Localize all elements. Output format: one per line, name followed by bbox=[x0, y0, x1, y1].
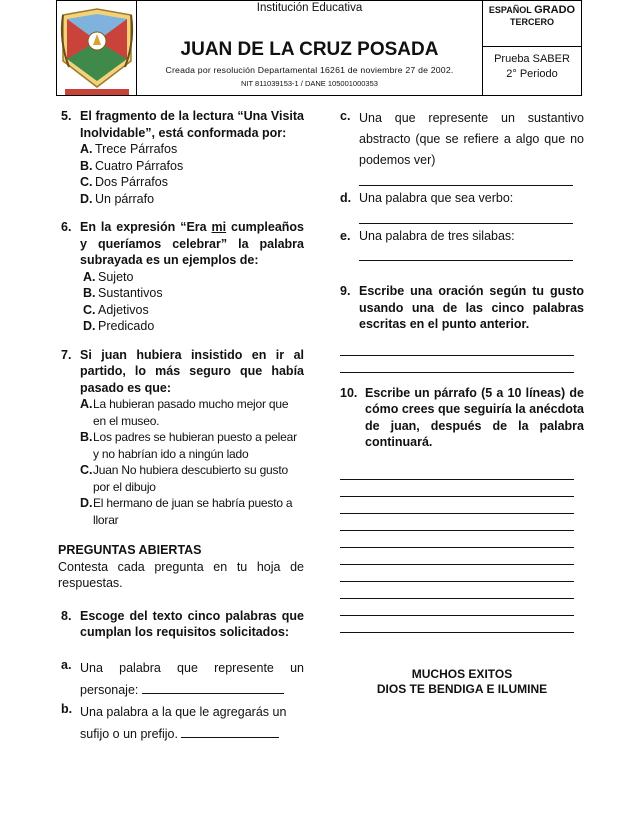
test-box bbox=[483, 47, 581, 95]
closing-line-1: MUCHOS EXITOS bbox=[411, 666, 513, 681]
question-number: 9. bbox=[340, 284, 351, 298]
option-a bbox=[80, 396, 304, 429]
item-text: Una palabra de tres silabas: bbox=[359, 228, 515, 243]
option-text: Cuatro Párrafos bbox=[95, 158, 184, 173]
item-text: Una palabra que represente un personaje: bbox=[80, 660, 304, 697]
right-column bbox=[340, 108, 584, 697]
grade-label: TERCERO bbox=[509, 17, 554, 27]
question-text: Si juan hubiera insistido en ir al partido, lo más seguro que había pasado es que: bbox=[80, 347, 304, 395]
question-6 bbox=[61, 219, 304, 269]
answer-line[interactable] bbox=[340, 599, 574, 616]
answer-line[interactable] bbox=[359, 244, 573, 261]
answer-line[interactable] bbox=[340, 582, 574, 599]
item-text-with-blank bbox=[80, 701, 304, 745]
option-b bbox=[80, 158, 304, 175]
option-letter: C. bbox=[80, 463, 93, 477]
grade-word: GRADO bbox=[534, 4, 576, 16]
q8-item-e bbox=[340, 228, 584, 245]
institution-label: Institución Educativa bbox=[256, 2, 363, 14]
option-text: Juan No hubiera descubierto su gusto por el dibujo bbox=[93, 463, 288, 494]
answer-line[interactable] bbox=[359, 169, 573, 186]
open-questions-section bbox=[58, 542, 304, 592]
item-letter: b. bbox=[61, 701, 73, 716]
answer-line[interactable] bbox=[340, 497, 574, 514]
answer-line[interactable] bbox=[340, 565, 574, 582]
answer-blank[interactable] bbox=[181, 737, 279, 738]
question-number: 7. bbox=[61, 347, 72, 362]
answer-line[interactable] bbox=[340, 480, 574, 497]
document-header bbox=[56, 0, 582, 96]
option-text: Adjetivos bbox=[98, 302, 149, 317]
nit-text: NIT 811039153-1 / DANE 105001000353 bbox=[241, 79, 378, 88]
question-text: El fragmento de la lectura “Una Visita Inolvidable”, está conformada por: bbox=[80, 109, 304, 140]
question-10 bbox=[340, 385, 584, 451]
question-5-options bbox=[61, 141, 304, 207]
option-letter: D. bbox=[83, 319, 96, 333]
option-text: La hubieran pasado mucho mejor que en el museo. bbox=[93, 397, 289, 428]
answer-line[interactable] bbox=[340, 356, 574, 373]
question-7 bbox=[61, 347, 304, 397]
q8-item-d bbox=[340, 190, 584, 207]
option-text: Predicado bbox=[98, 319, 155, 333]
resolution-text: Creada por resolución Departamental 16261 de noviembre 27 de 2002. bbox=[165, 65, 454, 75]
option-b bbox=[83, 285, 304, 302]
answer-line[interactable] bbox=[340, 463, 574, 480]
option-letter: B. bbox=[83, 286, 96, 300]
open-questions-title: PREGUNTAS ABIERTAS bbox=[58, 543, 202, 557]
q8-item-c bbox=[340, 108, 584, 171]
option-text: Trece Párrafos bbox=[95, 142, 178, 156]
header-right bbox=[483, 1, 581, 95]
question-text: Escoge del texto cinco palabras que cumplan los requisitos solicitados: bbox=[80, 608, 304, 639]
answer-blank[interactable] bbox=[142, 693, 284, 694]
option-letter: A. bbox=[80, 397, 93, 411]
answer-line[interactable] bbox=[340, 548, 574, 565]
period-label: 2° Periodo bbox=[506, 68, 558, 80]
question-number: 6. bbox=[61, 220, 72, 234]
question-8 bbox=[61, 608, 304, 641]
question-text bbox=[80, 219, 304, 269]
answer-line[interactable] bbox=[340, 514, 574, 531]
option-text: Un párrafo bbox=[95, 191, 155, 206]
left-column bbox=[58, 108, 304, 745]
question-5 bbox=[61, 108, 304, 141]
question-6-options bbox=[64, 269, 304, 335]
question-7-options bbox=[61, 396, 304, 528]
option-a bbox=[83, 269, 304, 286]
option-letter: C. bbox=[80, 175, 93, 189]
option-text: Los padres se hubieran puesto a pelear y no habrían ido a ningún lado bbox=[93, 430, 297, 461]
question-number: 5. bbox=[61, 109, 72, 123]
test-label: Prueba SABER bbox=[494, 53, 570, 65]
option-c bbox=[80, 462, 304, 495]
question-number: 10. bbox=[340, 385, 358, 400]
paragraph-lines bbox=[340, 463, 584, 633]
option-text: Sustantivos bbox=[98, 286, 163, 300]
option-letter: D. bbox=[80, 496, 93, 510]
item-letter: d. bbox=[340, 191, 352, 205]
item-letter: e. bbox=[340, 228, 351, 243]
answer-line[interactable] bbox=[340, 616, 574, 633]
option-c bbox=[80, 174, 304, 191]
item-letter: a. bbox=[61, 657, 72, 672]
option-text: Dos Párrafos bbox=[95, 175, 168, 189]
question-9 bbox=[340, 283, 584, 333]
closing-message bbox=[340, 667, 584, 697]
option-c bbox=[83, 302, 304, 319]
subject-label: ESPAÑOL bbox=[488, 5, 532, 15]
option-a bbox=[80, 141, 304, 158]
item-text: Una palabra que sea verbo: bbox=[359, 191, 514, 205]
option-b bbox=[80, 429, 304, 462]
option-letter: B. bbox=[80, 158, 93, 173]
question-text: Escribe un párrafo (5 a 10 líneas) de cómo crees que seguiría la anécdota de juan, después de la palabra continuará. bbox=[365, 385, 584, 449]
school-logo bbox=[57, 1, 137, 95]
option-d bbox=[80, 191, 304, 208]
item-text-with-blank bbox=[80, 657, 304, 701]
item-text: Una que represente un sustantivo abstracto (que se refiere a algo que no podemos ver) bbox=[359, 111, 584, 167]
option-letter: A. bbox=[83, 269, 96, 284]
option-letter: C. bbox=[83, 302, 96, 317]
school-crest-icon bbox=[57, 1, 137, 95]
question-number: 8. bbox=[61, 608, 72, 623]
open-questions-instruction: Contesta cada pregunta en tu hoja de respuestas. bbox=[58, 559, 304, 590]
q8-item-b bbox=[61, 701, 304, 745]
answer-line[interactable] bbox=[340, 531, 574, 548]
question-text-part: En la expresión “Era bbox=[80, 220, 212, 234]
answer-line[interactable] bbox=[359, 207, 573, 224]
option-d bbox=[83, 318, 304, 335]
item-letter: c. bbox=[340, 109, 351, 123]
option-d bbox=[80, 495, 304, 528]
underlined-word: mi bbox=[211, 220, 227, 234]
question-text: Escribe una oración según tu gusto usando una de las cinco palabras escritas en el punto anterior. bbox=[359, 284, 584, 331]
question-text-part: cumpleaños y queríamos celebrar” la palabra subrayada es un ejemplos de: bbox=[80, 220, 304, 267]
header-center bbox=[137, 1, 483, 95]
q8-item-a bbox=[61, 657, 304, 701]
item-text: Una palabra a la que le agregarás un sufijo o un prefijo. bbox=[80, 704, 287, 741]
option-text: El hermano de juan se habría puesto a llorar bbox=[93, 496, 293, 527]
school-name: JUAN DE LA CRUZ POSADA bbox=[180, 39, 439, 60]
closing-line-2: DIOS TE BENDIGA E ILUMINE bbox=[376, 681, 548, 696]
option-text: Sujeto bbox=[98, 269, 134, 284]
option-letter: A. bbox=[80, 142, 93, 156]
option-letter: D. bbox=[80, 191, 93, 206]
answer-line[interactable] bbox=[340, 339, 574, 356]
option-letter: B. bbox=[80, 430, 93, 444]
subject-box bbox=[483, 1, 581, 47]
